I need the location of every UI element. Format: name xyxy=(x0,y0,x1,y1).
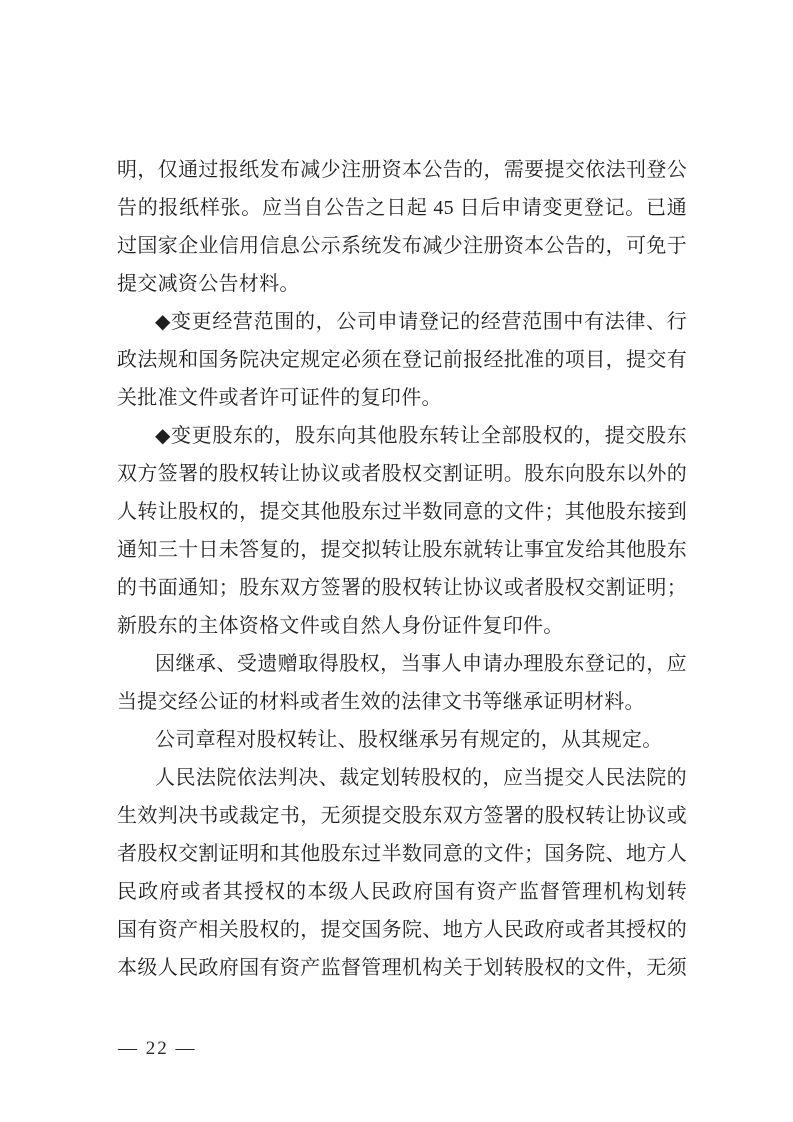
text-line: 告的报纸样张。应当自公告之日起 45 日后申请变更登记。已通 xyxy=(117,197,687,219)
text-line: 通知三十日未答复的，提交拟转让股东就转让事宜发给其他股东 xyxy=(117,539,687,561)
text-line: 明，仅通过报纸发布减少注册资本公告的，需要提交依法刊登公 xyxy=(117,159,687,181)
text-line: 政法规和国务院决定规定必须在登记前报经批准的项目，提交有 xyxy=(117,349,687,371)
text-line: 民政府或者其授权的本级人民政府国有资产监督管理机构划转 xyxy=(117,881,687,903)
text-line: 国有资产相关股权的，提交国务院、地方人民政府或者其授权的 xyxy=(117,919,687,941)
text-line: 关批准文件或者许可证件的复印件。 xyxy=(117,387,442,409)
text-line: 提交减资公告材料。 xyxy=(117,273,300,295)
text-line: 本级人民政府国有资产监督管理机构关于划转股权的文件，无须 xyxy=(117,957,687,979)
text-line: 公司章程对股权转让、股权继承另有规定的，从其规定。 xyxy=(155,729,663,751)
text-line: 的书面通知；股东双方签署的股权转让协议或者股权交割证明； xyxy=(117,577,687,599)
text-line: ◆变更经营范围的，公司申请登记的经营范围中有法律、行 xyxy=(155,311,687,333)
text-line: 过国家企业信用信息公示系统发布减少注册资本公告的，可免于 xyxy=(117,235,687,257)
text-line: 因继承、受遗赠取得股权，当事人申请办理股东登记的，应 xyxy=(155,653,687,675)
text-line: 人民法院依法判决、裁定划转股权的，应当提交人民法院的 xyxy=(155,767,687,789)
text-line: ◆变更股东的，股东向其他股东转让全部股权的，提交股东 xyxy=(155,425,687,447)
text-line: 双方签署的股权转让协议或者股权交割证明。股东向股东以外的 xyxy=(117,463,687,485)
text-body xyxy=(117,151,687,987)
text-line: 生效判决书或裁定书，无须提交股东双方签署的股权转让协议或 xyxy=(117,805,687,827)
text-line: 新股东的主体资格文件或自然人身份证件复印件。 xyxy=(117,615,564,637)
text-line: 者股权交割证明和其他股东过半数同意的文件；国务院、地方人 xyxy=(117,843,687,865)
page-number: — 22 — xyxy=(118,1038,197,1059)
text-line: 人转让股权的，提交其他股东过半数同意的文件；其他股东接到 xyxy=(117,501,687,523)
text-line: 当提交经公证的材料或者生效的法律文书等继承证明材料。 xyxy=(117,691,645,713)
